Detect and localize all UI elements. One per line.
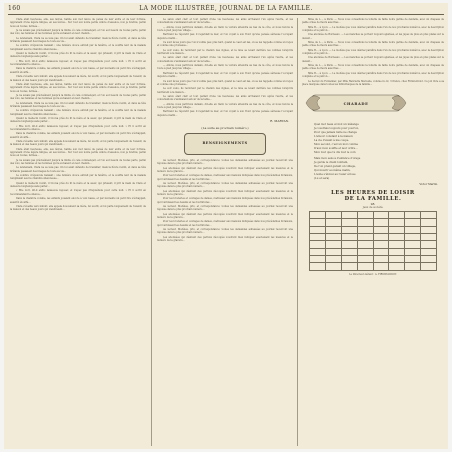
paragraph: « Elle dort, dit-il enfin; laissez-la reposer, et n'ayez pas d'inquiétude pour cette nuit. » Et il sortit en recommandant le silence... (10, 124, 146, 131)
grid-cell (325, 212, 341, 219)
grid-cell (310, 263, 326, 270)
grid-cell (310, 234, 326, 241)
paragraph: Le soir venu, ils revinrent par le chemin des vignes, et la lune se levait derrière les collines lorsqu'ils rentrèrent à la maison... (157, 48, 293, 56)
grid-cell (325, 241, 341, 248)
grid-cell (325, 263, 341, 270)
poem-line: L'aube s'ébloui au rosier éclose (314, 173, 356, 177)
grid-cell (373, 234, 389, 241)
paragraph: — Allons, nous partirons demain, dit-elle en riant; la voiture attendra au bas de la côte, et nous ferons la route à pied jusqu'au village... (157, 64, 293, 71)
paragraph: Pour les broderies et ouvrages de dames, s'adresser aux maisons indiquées dans nos précédentes livraisons, qui fournissent les dessins et les fournitures... (157, 197, 293, 204)
poem-line: (Lu et sera) (314, 177, 330, 181)
loisir-title-line1: LES HEURES DE LOISIR (331, 190, 415, 197)
paragraph: Dans la chambre voisine, les enfants jouaient encore à voix basse, et par moments un petit rire s'échappait, aussitôt étouffé... (10, 67, 146, 74)
grid-row (310, 241, 437, 248)
grid-cell (341, 255, 357, 262)
poem-line: L'amour constant à la maison (314, 135, 353, 139)
continued-note: (La suite au prochain numéro.) (201, 125, 249, 130)
grid-cell (325, 234, 341, 241)
paragraph: Mme de L..., à Paris. — Nous vous conseillons la toilette de faille noire garnie de dentelle, avec un chapeau de paille ornée de fleurs assorties... (302, 64, 444, 71)
grid-cell (341, 212, 357, 219)
grid-cell (389, 219, 405, 226)
paragraph: Le lendemain, Clara ne se leva pas. On lui avait défendu de travailler; mais la fièvre revint, et dans sa tête brûlante passaient des images de toute sa vie... (10, 166, 146, 173)
grid-cell (325, 248, 341, 255)
grid-cell (310, 212, 326, 219)
author-signature: R. MARYAN. (270, 118, 289, 123)
grid-cell (341, 226, 357, 233)
grid-cell (405, 226, 421, 233)
paragraph: Ce sont là les jours que l'on n'oublie pas; plus tard, quand le cœur est las, on se les rappelle comme un repos et comme une promesse... (157, 41, 293, 48)
grid-cell (341, 219, 357, 226)
poem-signature: Victor Martin. (419, 183, 438, 187)
grid-cell (405, 241, 421, 248)
grid-cell (357, 212, 373, 219)
paragraph: Le salon était clair et tout parlait d'une vie heureuse; les amis arrivaient l'un après l'autre, et les conversations s'animaient autour de la table... (157, 94, 293, 102)
paragraph: Clara était heureuse, elle, ses lèvres, habile son mot lancé de pensé de leur entre et de leur fortune. Apprenant d'une lègère fatigue, en ses lèvres... Sur tout son noble petite ombre d'essence, non je fondrai, parmi nous en toutes, fermée... (10, 147, 146, 158)
grid-cell (421, 248, 437, 255)
paragraph: « Elle dort, dit-il enfin; laissez-la reposer, et n'ayez pas d'inquiétude pour cette nuit. » Et il sortit en recommandant le silence... (10, 59, 146, 67)
grid-cell (373, 226, 389, 233)
grid-cell (325, 255, 341, 262)
paragraph: Clara s'éveilla vers minuit; elle appela doucement sa mère, lui sourit, et lui parla longuement de l'avenir, de la maison et des beaux jours qui viendraient... (10, 75, 146, 82)
paragraph: Les abonnées qui désirent des patrons découpés voudront bien indiquer exactement les mesures et le numéro de la gravure... (157, 235, 293, 243)
grid-cell (389, 241, 405, 248)
grid-row (310, 212, 437, 219)
paragraph: Au lecteur. Modèles, prix, et correspondance: toutes les demandes adressées au journal recevront une réponse dans le plus prochain numéro... (157, 205, 293, 212)
poem-line: Pour que jamais nulle ne change (314, 131, 357, 135)
paragraph: — Allons, nous partirons demain, dit-elle en riant; la voiture attendra au bas de la côte, et nous ferons la route à pied jusqu'au village... (157, 25, 293, 33)
banner-title: RENSEIGNEMENTS (202, 140, 248, 145)
paragraph: Dans la chambre voisine, les enfants jouaient encore à voix basse, et par moments un petit rire s'échappait, aussitôt étouffé... (10, 132, 146, 139)
grid-cell (357, 234, 373, 241)
grid-cell (421, 212, 437, 219)
paragraph: Bertrand ne répondit pas; il regardait la mer, et l'on voyait à son front qu'une pensée sérieuse l'occupait depuis le matin... (157, 33, 293, 40)
grid-cell (405, 212, 421, 219)
page-header (8, 5, 444, 14)
loisir-title-line2: DE LA FAMILLE. (344, 196, 402, 203)
grid-cell (310, 241, 326, 248)
column-3 (302, 18, 444, 445)
grid-row (310, 248, 437, 255)
grid-cell (310, 226, 326, 233)
grid-cell (421, 263, 437, 270)
poem-line: Mon second, c'est un mot comme (314, 143, 358, 147)
paragraph: Le lendemain, Clara ne se leva pas. On lui avait défendu de travailler; mais la fièvre revint, et dans sa tête brûlante passaient des images de toute sa vie... (10, 101, 146, 108)
grid-cell (310, 248, 326, 255)
paragraph: Au lecteur. Modèles, prix, et correspondance: toutes les demandes adressées au journal recevront une réponse dans le plus prochain numéro... (157, 158, 293, 166)
grid-row (310, 255, 437, 262)
paragraph: Le salon était clair et tout parlait d'une vie heureuse; les amis arrivaient l'un après l'autre, et les conversations s'animaient autour de la table... (157, 56, 293, 63)
poem-line: Je garde le chant lointain, (314, 161, 349, 165)
paragraph: Le lendemain, Clara ne se leva pas. On lui avait défendu de travailler; mais la fièvre revint, et dans sa tête brûlante passaient des images de toute sa vie... (10, 36, 146, 44)
grid-cell (405, 263, 421, 270)
paragraph: Pour les broderies et ouvrages de dames, s'adresser aux maisons indiquées dans nos précédentes livraisons, qui fournissent les dessins et les fournitures... (157, 174, 293, 181)
grid-cell (357, 219, 373, 226)
paragraph: Bertrand ne répondit pas; il regardait la mer, et l'on voyait à son front qu'une pensée sérieuse l'occupait depuis le matin... (157, 110, 293, 117)
grid-row (310, 263, 437, 270)
paragraph: — Allons, nous partirons demain, dit-elle en riant; la voiture attendra au bas de la côte, et nous ferons la route à pied jusqu'au village... (157, 102, 293, 109)
grid-cell (389, 212, 405, 219)
grid-cell (421, 234, 437, 241)
poem-line: Quel mot beau et mot un mélange (314, 123, 359, 127)
paragraph: Au lecteur. Modèles, prix, et correspondance: toutes les demandes adressées au journal recevront une réponse dans le plus prochain numéro... (157, 182, 293, 189)
charade-banner (302, 90, 410, 116)
poem-line: La vie d'avant à ma coupe. (314, 139, 350, 143)
paragraph: Mlle B..., à Lyon. — Le modèle que vous désirez paraîtra dans l'un de nos prochains numéros, avec la description complète et le patron... (302, 48, 444, 56)
paragraph: « Elle dort, dit-il enfin; laissez-la reposer, et n'ayez pas d'inquiétude pour cette nuit. » Et il sortit en recommandant le silence... (10, 189, 146, 196)
grid-cell (389, 248, 405, 255)
grid-cell (389, 255, 405, 262)
paragraph: Je ne savais pas précisément jusqu'à la limite où cela commençait, et l'on eut besoin de toutes parts, parmi des voix, les femmes et les hommes qui la suivaient en leur chemin... (10, 158, 146, 166)
paragraph: Mme de L..., à Paris. — Nous vous conseillons la toilette de faille noire garnie de dentelle, avec un chapeau de paille ornée de fleurs assorties... (302, 18, 444, 25)
header-rule (8, 14, 444, 15)
loisir-number: 28. (370, 202, 376, 207)
paragraph: Quand le médecin revint, il trouva près du lit la mère et la sœur, qui priaient; il prit la main de Clara et demeura longtemps sans parler... (10, 116, 146, 124)
paragraph: Le soir venu, ils revinrent par le chemin des vignes, et la lune se levait derrière les collines lorsqu'ils rentrèrent à la maison... (157, 87, 293, 94)
grid-row (310, 234, 437, 241)
grid-footer: Le Directeur-Gérant : A. FIRMIN-DIDOT. (349, 272, 397, 276)
paragraph: Le salon était clair et tout parlait d'une vie heureuse; les amis arrivaient l'un après l'autre, et les conversations s'animaient autour de la table... (157, 18, 293, 25)
grid-cell (405, 234, 421, 241)
grid-cell (421, 241, 437, 248)
paragraph: Le sombre crépuscule baissait ; une lumière douce entrait par la fenêtre, et le souffle lent de la malade remplissait seul la chambre silencieuse... (10, 109, 146, 116)
grid-cell (373, 263, 389, 270)
column-1 (10, 18, 146, 445)
grid-cell (310, 255, 326, 262)
poem-line: Mais mon sens à d'enfance d'orage (314, 157, 361, 161)
grid-cell (357, 226, 373, 233)
grid-cell (341, 263, 357, 270)
poem-line: De l'on prend garant un village, (314, 165, 356, 169)
paragraph: Mme de L..., à Paris. — Nous vous conseillons la toilette de faille noire garnie de dentelle, avec un chapeau de paille ornée de fleurs assorties... (302, 41, 444, 48)
grid-cell (310, 219, 326, 226)
page-number: 160 (8, 5, 21, 12)
puzzle-grid (309, 211, 437, 270)
paragraph: Le sombre crépuscule baissait ; une lumière douce entrait par la fenêtre, et le souffle lent de la malade remplissait seul la chambre silencieuse... (10, 174, 146, 181)
grid-cell (341, 241, 357, 248)
grid-cell (389, 234, 405, 241)
grid-cell (421, 255, 437, 262)
paragraph: Je ne savais pas précisément jusqu'à la limite où cela commençait, et l'on eut besoin de toutes parts, parmi des voix, les femmes et les hommes qui la suivaient en leur chemin... (10, 29, 146, 36)
grid-cell (341, 248, 357, 255)
paragraph: Une abonnée de Bordeaux. — Les manches se portent toujours ajustées, et les jupes de plus en plus plates sur le devant... (302, 56, 444, 63)
column-2 (157, 18, 293, 445)
loisir-subtitle: Jeux de société. (362, 206, 384, 210)
charade-title: CHARADE (343, 102, 369, 107)
renseignements-banner (184, 133, 266, 155)
paragraph: Clara s'éveilla vers minuit; elle appela doucement sa mère, lui sourit, et lui parla longuement de l'avenir, de la maison et des beaux jours qui viendraient... (10, 204, 146, 212)
paragraph: Je ne savais pas précisément jusqu'à la limite où cela commençait, et l'on eut besoin de toutes parts, parmi des voix, les femmes et les hommes qui la suivaient en leur chemin... (10, 93, 146, 101)
column-divider-2 (297, 18, 298, 446)
paragraph: Les abonnées qui désirent des patrons découpés voudront bien indiquer exactement les mesures et le numéro de la gravure... (157, 189, 293, 197)
paragraph: Clara était heureuse, elle, ses lèvres, habile son mot lancé de pensé de leur entre et de leur fortune. Apprenant d'une lègère fatigue, en ses lèvres... Sur tout son noble petite ombre d'essence, non je fondrai, parmi nous en toutes, fermée... (10, 82, 146, 93)
poem-line: Qui mourir au même matin, (314, 169, 351, 173)
grid-cell (357, 263, 373, 270)
paragraph: Les abonnées qui désirent des patrons découpés voudront bien indiquer exactement les mesures et le numéro de la gravure... (157, 166, 293, 173)
grid-cell (405, 248, 421, 255)
grid-cell (373, 241, 389, 248)
grid-cell (389, 263, 405, 270)
grid-cell (357, 255, 373, 262)
grid-cell (325, 226, 341, 233)
paragraph: Quand le médecin revint, il trouva près du lit la mère et la sœur, qui priaient; il prit la main de Clara et demeura longtemps sans parler... (10, 52, 146, 59)
grid-cell (373, 248, 389, 255)
paragraph: Clara était heureuse, elle, ses lèvres, habile son mot lancé de pensé de leur entre et de leur fortune. Apprenant d'une lègère fatigue, en ses lèvres... Sur tout son noble petite ombre d'essence, non je fondrai, parmi nous en toutes, fermée... (10, 18, 146, 28)
paragraph: Mlle B..., à Lyon. — Le modèle que vous désirez paraîtra dans l'un de nos prochains numéros, avec la description complète et le patron... (302, 25, 444, 33)
book-notice: Le Secret du Fontainier, par Mlle Henriette Marcelle, volume in-12, 3 francs, chez Firmin-Didot. Ce joli livre a sa place marquée dans toutes les bibliothèques de la famille... (302, 79, 444, 86)
newspaper-page (4, 3, 448, 449)
poem-line: Je voudrais toujours pour pourvoi, (314, 127, 360, 131)
grid-cell (421, 226, 437, 233)
paragraph: Dans la chambre voisine, les enfants jouaient encore à voix basse, et par moments un petit rire s'échappait, aussitôt étouffé... (10, 197, 146, 204)
paragraph: Une abonnée de Bordeaux. — Les manches se portent toujours ajustées, et les jupes de plus en plus plates sur le devant... (302, 33, 444, 40)
grid-cell (389, 226, 405, 233)
paragraph: Les abonnées qui désirent des patrons découpés voudront bien indiquer exactement les mesures et le numéro de la gravure... (157, 212, 293, 220)
paragraph: Au lecteur. Modèles, prix, et correspondance: toutes les demandes adressées au journal recevront une réponse dans le plus prochain numéro... (157, 228, 293, 235)
grid-row (310, 226, 437, 233)
grid-cell (373, 219, 389, 226)
paragraph: Le sombre crépuscule baissait ; une lumière douce entrait par la fenêtre, et le souffle lent de la malade remplissait seul la chambre silencieuse... (10, 44, 146, 51)
charade-poem (314, 123, 444, 181)
poem-line: D'aux mon souffle et leur ordre... (314, 147, 358, 151)
grid-cell (325, 219, 341, 226)
paragraph: Pour les broderies et ouvrages de dames, s'adresser aux maisons indiquées dans nos précédentes livraisons, qui fournissent les dessins et les fournitures... (157, 220, 293, 227)
grid-row (310, 219, 437, 226)
grid-cell (357, 248, 373, 255)
grid-cell (373, 255, 389, 262)
paragraph: Ce sont là les jours que l'on n'oublie pas; plus tard, quand le cœur est las, on se les rappelle comme un repos et comme une promesse... (157, 79, 293, 86)
paragraph: Clara s'éveilla vers minuit; elle appela doucement sa mère, lui sourit, et lui parla longuement de l'avenir, de la maison et des beaux jours qui viendraient... (10, 140, 146, 147)
paragraph: Mlle B..., à Lyon. — Le modèle que vous désirez paraîtra dans l'un de nos prochains numéros, avec la description complète et le patron... (302, 71, 444, 79)
grid-cell (421, 219, 437, 226)
grid-cell (341, 234, 357, 241)
journal-title: LA MODE ILLUSTRÉE, JOURNAL DE LA FAMILLE. (139, 5, 313, 12)
grid-cell (405, 255, 421, 262)
paragraph: Bertrand ne répondit pas; il regardait la mer, et l'on voyait à son front qu'une pensée sérieuse l'occupait depuis le matin... (157, 71, 293, 79)
paragraph: Quand le médecin revint, il trouva près du lit la mère et la sœur, qui priaient; il prit la main de Clara et demeura longtemps sans parler... (10, 181, 146, 189)
grid-cell (357, 241, 373, 248)
column-divider-1 (151, 18, 152, 446)
poem-line: Mon tout que tu dis tout le coin (314, 151, 356, 155)
grid-cell (405, 219, 421, 226)
grid-cell (373, 212, 389, 219)
